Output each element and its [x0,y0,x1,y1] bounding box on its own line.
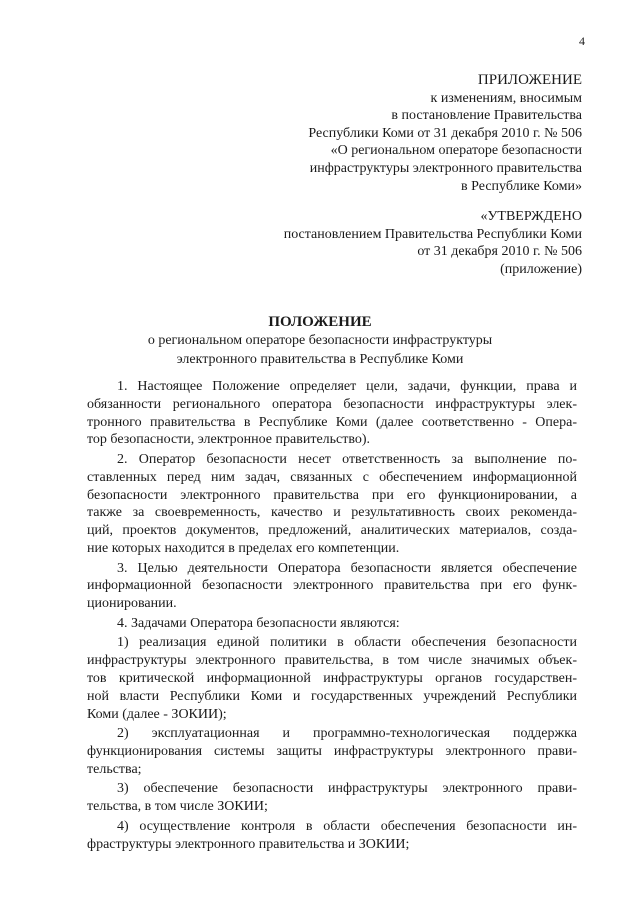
approved-line: постановлением Правительства Республики Коми [283,226,582,242]
appendix-line: Республики Коми от 31 декабря 2010 г. № 506 [308,125,582,141]
paragraph-3 [87,560,577,613]
list-item-2 [87,725,577,778]
appendix-line: к изменениям, вносимым [430,90,582,106]
text-line: 4. Задачами Оператора безопасности являются: [117,615,400,631]
list-item-1 [87,634,577,723]
text-line: также за своевременность, качество и результативность своих рекоменда- [87,505,577,521]
text-line: 2. Оператор безопасности несет ответственность за выполнение по- [117,451,577,467]
appendix-line: инфраструктуры электронного правительства [309,160,582,176]
text-line: ставленных перед ним задач, связанных с обеспечением информационной [87,469,577,485]
text-line: 1) реализация единой политики в области обеспечения безопасности [117,635,577,651]
title-main: ПОЛОЖЕНИЕ [268,314,372,330]
paragraph-1 [87,378,577,449]
appendix-line: в постановление Правительства [391,108,582,124]
text-line: 1. Настоящее Положение определяет цели, задачи, функции, права и [117,379,577,394]
paragraph-4 [87,615,577,633]
document-title [0,312,640,369]
approved-line: «УТВЕРЖДЕНО [480,209,582,224]
text-line: тов критической информационной инфраструктуры органов государствен- [87,670,577,686]
text-line: функционирования системы защиты инфраструктуры электронного прави- [87,743,577,759]
appendix-title: ПРИЛОЖЕНИЕ [477,72,582,88]
text-line: 2) эксплуатационная и программно-технологическая поддержка [117,726,577,742]
text-line: 4) осуществление контроля в области обеспечения безопасности ин- [117,818,577,834]
text-line: ние которых находится в пределах его компетенции. [87,540,400,556]
text-line: 3) обеспечение безопасности инфраструктуры электронного прави- [117,781,577,797]
list-item-4 [87,818,577,854]
text-line: Коми (далее - ЗОКИИ); [87,706,227,722]
approval-stamp-block [284,208,582,278]
approved-line: (приложение) [500,261,582,277]
text-line: тельства; [87,761,142,777]
list-item-3 [87,780,577,816]
text-line: информационной безопасности электронного правительства при его функ- [87,578,577,594]
paragraph-2 [87,451,577,558]
text-line: обязанности регионального оператора безопасности инфраструктуры элек- [87,396,577,412]
appendix-line: «О региональном операторе безопасности [330,143,582,159]
approved-line: от 31 декабря 2010 г. № 506 [417,244,582,260]
text-line: инфраструктуры электронного правительства, в том числе значимых объек- [87,653,577,669]
appendix-header [308,72,582,195]
text-line: ций, проектов документов, предложений, аналитических материалов, созда- [87,523,577,539]
text-line: фраструктуры электронного правительства и ЗОКИИ; [87,836,410,852]
document-body [87,378,577,855]
title-subtitle-line: о региональном операторе безопасности инфраструктуры [147,333,493,348]
text-line: ционировании. [87,596,177,612]
text-line: ной власти Республики Коми и государственных учреждений Республики [87,688,577,704]
text-line: тельства, в том числе ЗОКИИ; [87,799,268,815]
title-subtitle-line: электронного правительства в Республике Коми [176,351,464,367]
text-line: тронного правительства в Республике Коми (далее соответственно - Опера- [87,414,577,430]
text-line: 3. Целью деятельности Оператора безопасности является обеспечение [117,560,577,576]
page-number: 4 [579,34,585,48]
text-line: тор безопасности, электронное правительство). [87,432,371,448]
text-line: безопасности электронного правительства при его функционировании, а [87,487,577,503]
appendix-line: в Республике Коми» [461,178,582,194]
